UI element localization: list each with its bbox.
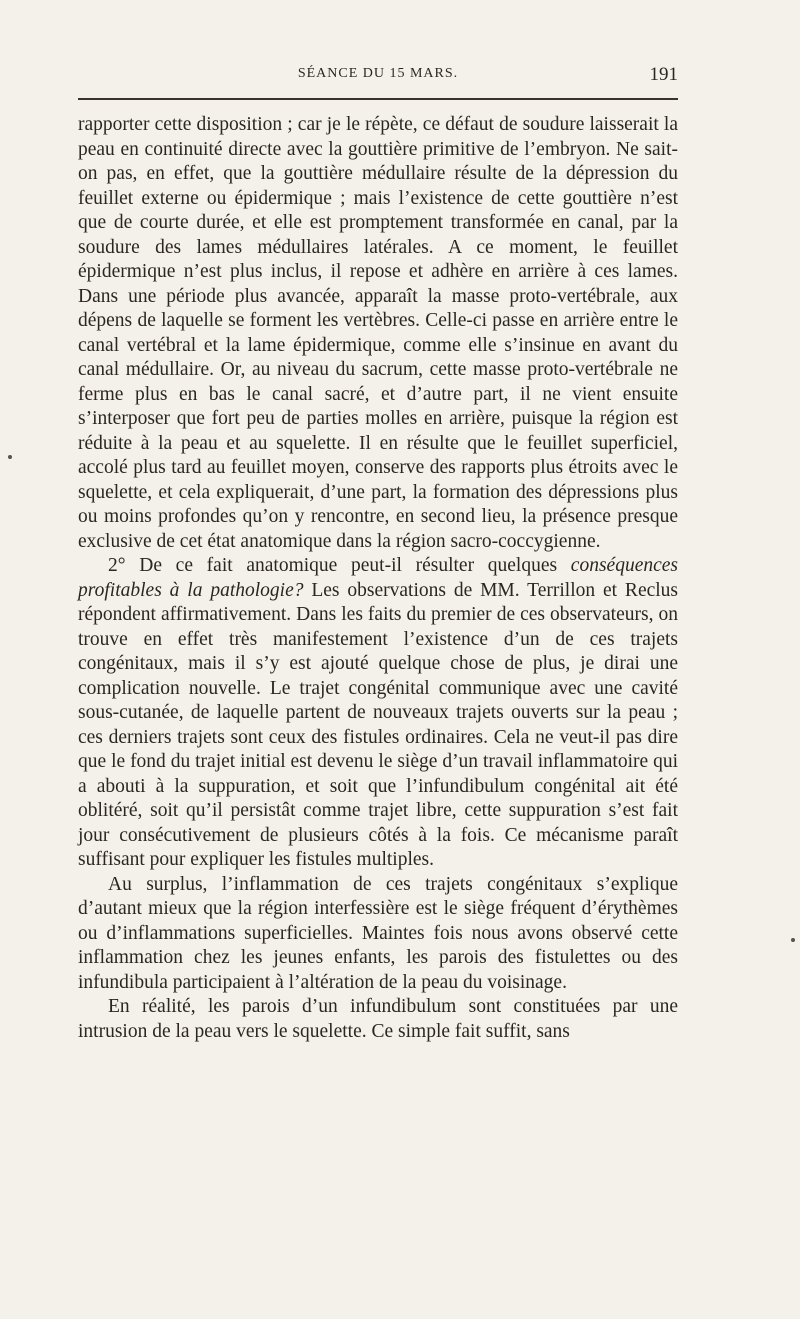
paragraph-2 bbox=[78, 554, 678, 873]
scan-speck bbox=[8, 455, 12, 459]
paragraph-2-lead: 2° De ce fait anatomique peut-il résulter quelques bbox=[108, 555, 571, 576]
page-number: 191 bbox=[649, 64, 678, 85]
scan-speck bbox=[791, 938, 795, 942]
body-text bbox=[78, 113, 678, 1044]
paragraph-4: En réalité, les parois d’un infundibulum sont constituées par une intrusion de la peau vers le squelette. Ce simple fait suffit, sans bbox=[78, 996, 678, 1042]
paragraph-2-rest: Les observations de MM. Terrillon et Reclus répondent affirmativement. Dans les faits du premier de ces observateurs, on trouve en effet très manifestement l’existence d’un de ces trajets congénitaux, mais il s’y est ajouté quelque chose de plus, je dirai une complication nouvelle. Le trajet congénital communique avec une cavité sous-cutanée, de laquelle partent de nouveaux trajets ouverts sur la peau ; ces derniers trajets sont ceux des fistules ordinaires. Cela ne veut-il pas dire que le fond du trajet initial est devenu le siège d’un travail inflammatoire qui a abouti à la suppuration, et soit que l’infundibulum congénital ait été oblitéré, soit qu’il persistât comme trajet libre, cette suppuration s’est fait jour consécutivement de plusieurs côtés à la fois. Ce mécanisme paraît suffisant pour expliquer les fistules multiples. bbox=[78, 579, 679, 870]
paragraph-1: rapporter cette disposition ; car je le répète, ce défaut de soudure laisserait la peau en continuité directe avec la gouttière primitive de l’embryon. Ne sait-on pas, en effet, que la gouttière médullaire résulte de la dépression du feuillet externe ou épidermique ; mais l’existence de cette gouttière n’est que de courte durée, et elle est promptement transformée en canal, par la soudure des lames médullaires latérales. A ce moment, le feuillet épidermique n’est plus inclus, il repose et adhère en arrière à ces lames. Dans une période plus avancée, apparaît la masse proto-vertébrale, aux dépens de laquelle se forment les vertèbres. Celle-ci passe en arrière entre le canal vertébral et la lame épidermique, comme elle s’insinue en avant du canal médullaire. Or, au niveau du sacrum, cette masse proto-vertébrale ne ferme plus en bas le canal sacré, et d’autre part, il ne vient ensuite s’interposer que fort peu de parties molles en arrière, puisque la région est réduite à la peau et au squelette. Il en résulte que le feuillet superficiel, accolé plus tard au feuillet moyen, conserve des rapports plus étroits avec le squelette, et cela expliquerait, d’une part, la formation des dépressions plus ou moins profondes qu’on y rencontre, en second lieu, la présence presque exclusive de cet état anatomique dans la région sacro-coccygienne. bbox=[78, 114, 678, 552]
running-title: SÉANCE DU 15 MARS. bbox=[297, 66, 459, 81]
header-rule bbox=[78, 98, 678, 100]
paragraph-3: Au surplus, l’inflammation de ces trajets congénitaux s’explique d’autant mieux que la région interfessière est le siège fréquent d’érythèmes ou d’inflammations superficielles. Maintes fois nous avons observé cette inflammation chez les jeunes enfants, les parois des fistulettes ou des infundibula participaient à l’altération de la peau du voisinage. bbox=[78, 873, 678, 993]
paragraph-2-italic: conséquences profitables à la pathologie? bbox=[78, 555, 678, 601]
page-header bbox=[78, 66, 678, 90]
